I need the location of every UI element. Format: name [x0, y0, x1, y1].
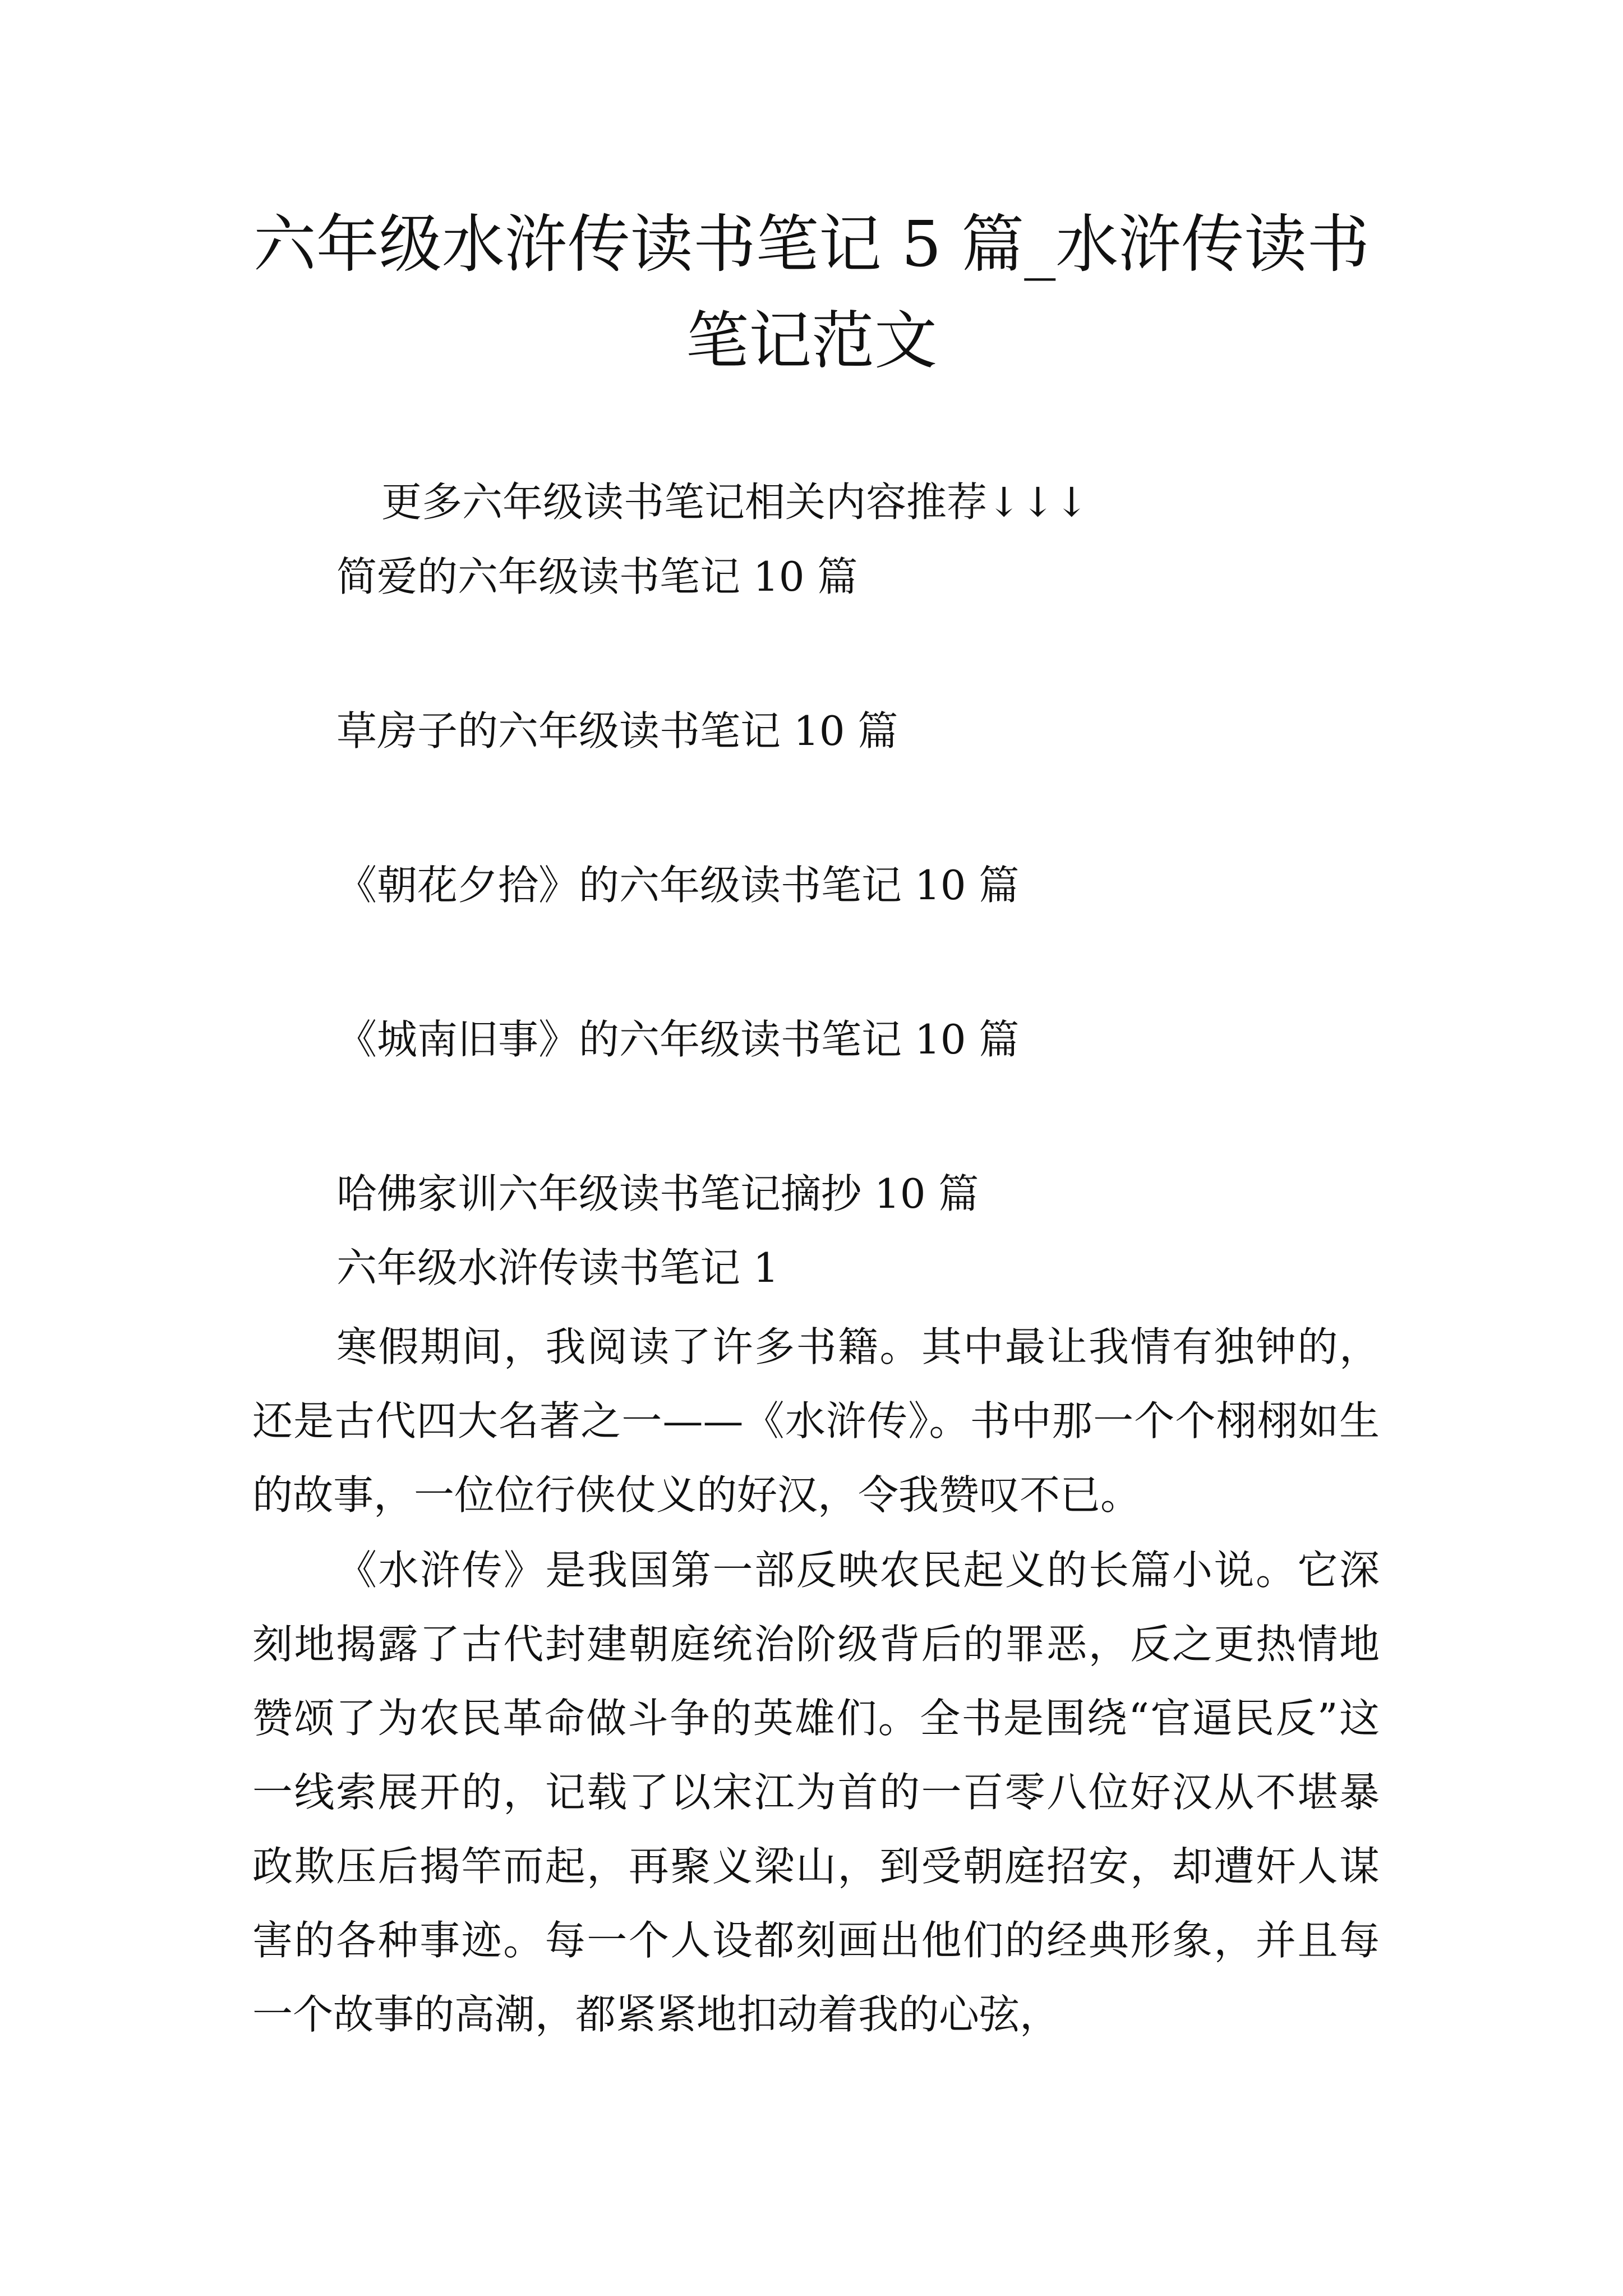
recommendation-intro: 更多六年级读书笔记相关内容推荐↓↓↓: [381, 478, 1089, 526]
recommendation-link-2[interactable]: 草房子的六年级读书笔记 10 篇: [336, 707, 898, 754]
body-paragraph-1: 寒假期间，我阅读了许多书籍。其中最让我情有独钟的，还是古代四大名著之一——《水浒传》。书中那一个个栩栩如生的故事，一位位行侠仗义的好汉，令我赞叹不已。: [252, 1323, 1380, 1519]
recommendation-link-4[interactable]: 《城南旧事》的六年级读书笔记 10 篇: [336, 1016, 1020, 1063]
section-heading: 六年级水浒传读书笔记 1: [336, 1244, 779, 1291]
recommendation-link-1[interactable]: 简爱的六年级读书笔记 10 篇: [336, 553, 858, 600]
body-paragraph-2: 《水浒传》是我国第一部反映农民起义的长篇小说。它深刻地揭露了古代封建朝庭统治阶级背后的罪恶，反之更热情地赞颂了为农民革命做斗争的英雄们。全书是围绕“官逼民反”这一线索展开的，记载了以宋江为首的一百零八位好汉从不堪暴政欺压后揭竿而起，再聚义梁山，到受朝庭招安，却遭奸人谋害的各种事迹。每一个人设都刻画出他们的经典形象，并且每一个故事的高潮，都紧紧地扣动着我的心弦，: [252, 1547, 1380, 2038]
document-title: 六年级水浒传读书笔记 5 篇_水浒传读书笔记范文: [253, 208, 1370, 378]
recommendation-link-3[interactable]: 《朝花夕拾》的六年级读书笔记 10 篇: [336, 862, 1020, 909]
recommendation-link-5[interactable]: 哈佛家训六年级读书笔记摘抄 10 篇: [336, 1170, 979, 1217]
